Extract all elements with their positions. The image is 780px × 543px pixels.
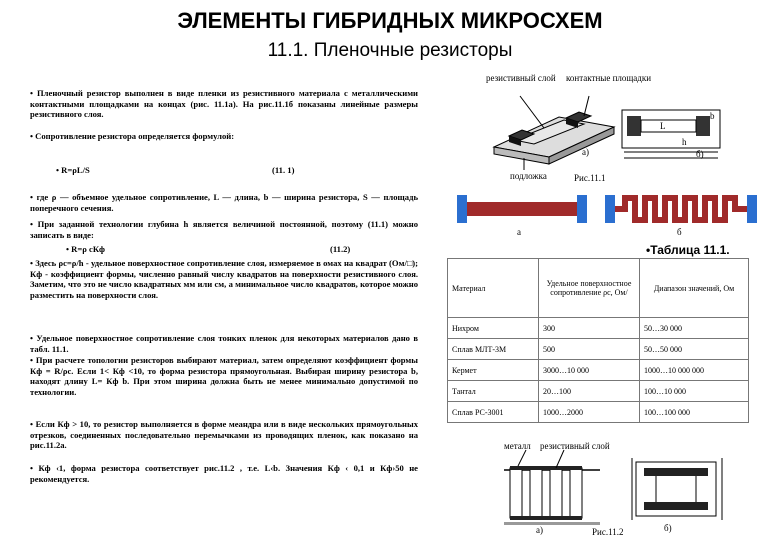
cell-range: 100…10 000 bbox=[640, 381, 749, 402]
figure1-caption: Рис.11.1 bbox=[574, 173, 606, 183]
header-range: Диапазон значений, Ом bbox=[640, 259, 749, 318]
paragraph-sheet-resistance: • Здесь ρc=ρ/h - удельное поверхностное сопротивление слоя, измеряемое в омах на квадрат (Ом/□); Кф - коэффициент формы, численно равный числу квадратов на поверхности резистивного слоя. Заметим, что это не число квадратных мм или см, а минимальное число квадратов, которое можно разместить на поверхности слоя. bbox=[30, 258, 418, 301]
label-fig1-a: а) bbox=[582, 147, 589, 157]
label-dim-h: h bbox=[682, 137, 687, 147]
resistor-3d-drawing bbox=[484, 72, 724, 187]
figure-11-1 bbox=[484, 72, 724, 187]
label-fig2-b: б) bbox=[664, 523, 672, 533]
cell-material: Кермет bbox=[448, 360, 539, 381]
header-sheet-resistance: Удельное поверхностное сопротивление ρс, Ом/ bbox=[539, 259, 640, 318]
label-fig2-a: а) bbox=[536, 525, 543, 535]
sheet-resistance-table bbox=[447, 258, 749, 423]
paragraph-intro: • Пленочный резистор выполнен в виде пленки из резистивного материала с металлическими контактными площадками на концах (рис. 11.1а). На рис.11.1б показаны линейные размеры резистивного слоя. bbox=[30, 88, 418, 120]
label-substrate: подложка bbox=[510, 171, 547, 181]
formula-1: • R=ρL/S bbox=[56, 165, 90, 175]
cell-range: 50…30 000 bbox=[640, 318, 749, 339]
resistor-shapes-drawing bbox=[455, 190, 775, 238]
table-header-row bbox=[448, 259, 749, 318]
cell-range: 100…100 000 bbox=[640, 402, 749, 423]
paragraph-formula-intro: • Сопротивление резистора определяется формулой: bbox=[30, 131, 235, 141]
paragraph-table-ref: • Удельное поверхностное сопротивление слоя тонких пленок для некоторых материалов дано в табл. 11.1. bbox=[30, 333, 418, 354]
paragraph-form-limits: • Кф ‹1, форма резистора соответствует рис.11.2 , т.е. L‹b. Значения Кф ‹ 0,1 и Кф›50 не рекомендуется. bbox=[30, 463, 418, 484]
label-dim-L: L bbox=[660, 121, 666, 131]
figure-11-2 bbox=[496, 440, 736, 538]
cell-range: 1000…10 000 000 bbox=[640, 360, 749, 381]
cell-material: Сплав РС-3001 bbox=[448, 402, 539, 423]
label-resistive-layer-2: резистивный слой bbox=[540, 441, 610, 451]
table-row bbox=[448, 360, 749, 381]
section-subtitle: 11.1. Пленочные резисторы bbox=[267, 40, 513, 61]
cell-range: 50…50 000 bbox=[640, 339, 749, 360]
cell-resistance: 1000…2000 bbox=[539, 402, 640, 423]
table-row bbox=[448, 318, 749, 339]
meander-cross-section-drawing bbox=[496, 440, 736, 538]
table-row bbox=[448, 381, 749, 402]
cell-material: Сплав МЛТ-3М bbox=[448, 339, 539, 360]
figure-resistor-shapes bbox=[455, 190, 775, 240]
paragraph-topology: • При расчете топологии резисторов выбирают материал, затем определяют коэффициент формы Кф = R/ρс. Если 1< Кф <10, то форма резистора прямоугольная. Выбирая ширину резистора b, находят длину L= Кф b. При этом ширина должна быть не менее минимально допустимой по технологии. bbox=[30, 355, 418, 398]
label-metal: металл bbox=[504, 441, 531, 451]
formula-1-number: (11. 1) bbox=[272, 165, 295, 175]
header-material: Материал bbox=[448, 259, 539, 318]
label-dim-b: b bbox=[710, 111, 715, 121]
label-straight-a: а bbox=[517, 227, 521, 237]
figure2-caption: Рис.11.2 bbox=[592, 527, 624, 537]
label-resistive-layer: резистивный слой bbox=[486, 73, 556, 83]
cell-resistance: 300 bbox=[539, 318, 640, 339]
cell-resistance: 20…100 bbox=[539, 381, 640, 402]
label-meander-b: б bbox=[677, 227, 682, 237]
table-row bbox=[448, 339, 749, 360]
cell-material: Тантал bbox=[448, 381, 539, 402]
label-contact-pads: контактные площадки bbox=[566, 73, 652, 83]
page-title: ЭЛЕМЕНТЫ ГИБРИДНЫХ МИКРОСХЕМ bbox=[177, 8, 603, 33]
paragraph-definitions: • где ρ — объемное удельное сопротивление, L — длина, b — ширина резистора, S — площадь поперечного сечения. bbox=[30, 192, 418, 213]
paragraph-technology: • При заданной технологии глубина h является величиной постоянной, поэтому (11.1) можно записать в виде: bbox=[30, 219, 418, 240]
formula-2: • R=ρ cКф bbox=[66, 244, 105, 254]
cell-resistance: 500 bbox=[539, 339, 640, 360]
cell-material: Нихром bbox=[448, 318, 539, 339]
paragraph-meander: • Если Кф > 10, то резистор выполняется в форме меандра или в виде нескольких прямоугольных отрезков, соединенных последовательно перемычками из проводящих пленок, как показано на рис.11.2а. bbox=[30, 419, 418, 451]
formula-2-number: (11.2) bbox=[330, 244, 351, 254]
label-fig1-b: б) bbox=[696, 149, 704, 159]
cell-resistance: 3000…10 000 bbox=[539, 360, 640, 381]
table-row bbox=[448, 402, 749, 423]
table-caption: •Таблица 11.1. bbox=[646, 243, 730, 257]
